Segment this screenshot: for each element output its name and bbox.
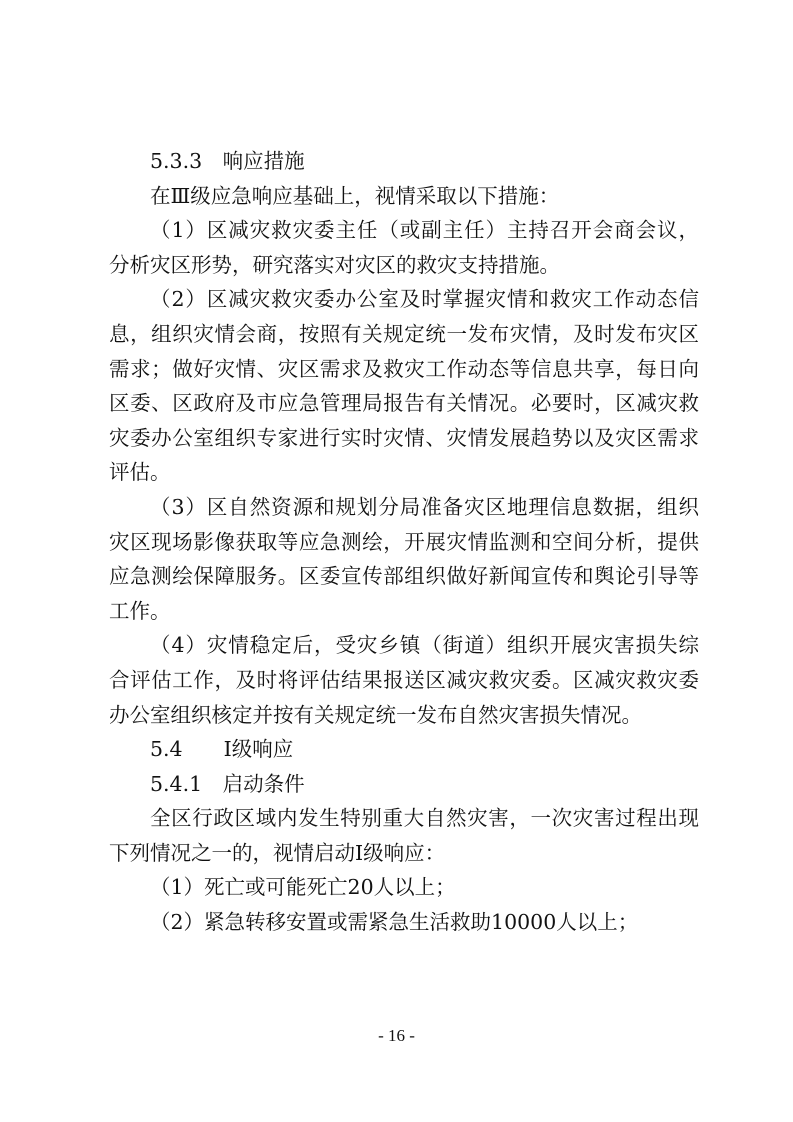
- paragraph-line: （1）区减灾救灾委主任（或副主任）主持召开会商会议，: [150, 218, 699, 243]
- paragraph-line: （4）灾情稳定后，受灾乡镇（街道）组织开展灾害损失综: [150, 633, 699, 658]
- paragraph-line: 需求；做好灾情、灾区需求及救灾工作动态等信息共享，每日向: [109, 356, 699, 381]
- paragraph-line: 区委、区政府及市应急管理局报告有关情况。必要时，区减灾救: [109, 391, 699, 416]
- paragraph-line: （2）区减灾救灾委办公室及时掌握灾情和救灾工作动态信: [150, 287, 699, 312]
- paragraph-line: 评估。: [109, 460, 171, 485]
- list-item: （1）死亡或可能死亡20人以上；: [150, 875, 456, 900]
- paragraph-line: 应急测绘保障服务。区委宣传部组织做好新闻宣传和舆论引导等: [109, 564, 699, 589]
- paragraph-line: 下列情况之一的，视情启动Ⅰ级响应：: [109, 840, 446, 865]
- paragraph-line: 工作。: [109, 598, 171, 623]
- paragraph-line: 分析灾区形势，研究落实对灾区的救灾支持措施。: [109, 252, 560, 277]
- paragraph-line: 合评估工作，及时将评估结果报送区减灾救灾委。区减灾救灾委: [109, 667, 699, 692]
- section-heading-5-4: 5.4 Ⅰ级响应: [150, 737, 294, 762]
- paragraph-line: 灾委办公室组织专家进行实时灾情、灾情发展趋势以及灾区需求: [109, 425, 699, 450]
- paragraph-line: 全区行政区域内发生特别重大自然灾害，一次灾害过程出现: [150, 806, 699, 831]
- section-heading-5-3-3: 5.3.3 响应措施: [150, 149, 305, 173]
- paragraph-line: 灾区现场影像获取等应急测绘，开展灾情监测和空间分析，提供: [109, 529, 699, 554]
- paragraph-line: 办公室组织核定并按有关规定统一发布自然灾害损失情况。: [109, 702, 642, 727]
- page-number: - 16 -: [378, 1026, 415, 1045]
- paragraph-line: 息，组织灾情会商，按照有关规定统一发布灾情，及时发布灾区: [109, 321, 699, 346]
- list-item: （2）紧急转移安置或需紧急生活救助10000人以上；: [150, 910, 639, 935]
- document-body: [109, 144, 699, 940]
- section-heading-5-4-1: 5.4.1 启动条件: [150, 771, 305, 796]
- paragraph-line: 在Ⅲ级应急响应基础上，视情采取以下措施：: [150, 183, 560, 208]
- paragraph-line: （3）区自然资源和规划分局准备灾区地理信息数据，组织: [150, 494, 699, 519]
